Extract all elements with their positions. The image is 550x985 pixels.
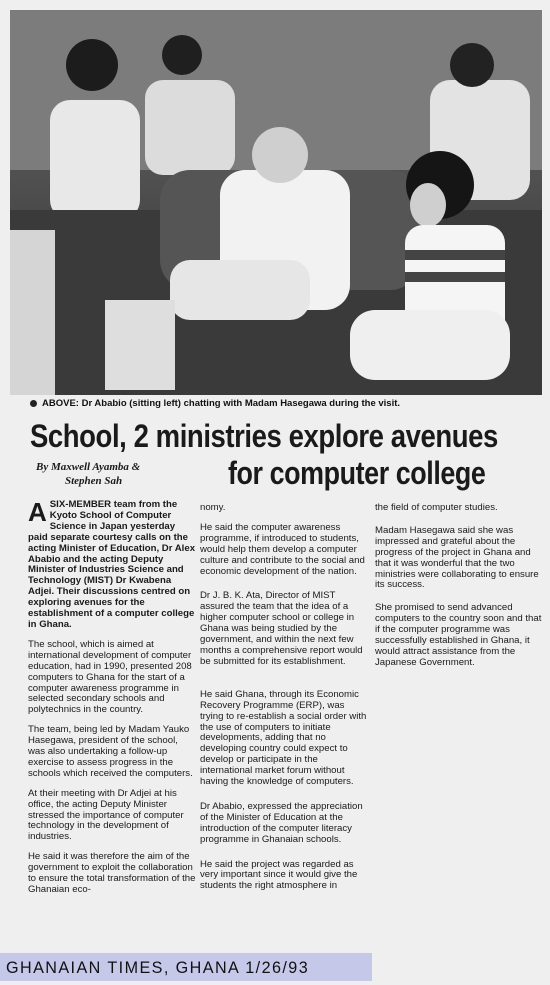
paragraph: At their meeting with Dr Adjei at his office, the acting Deputy Minister stressed the importance of computer technology in the development of industries. (28, 787, 184, 843)
news-photo (10, 10, 542, 395)
paragraph: He said it was therefore the aim of the government to exploit the collaboration to ensure the total transformation of the Ghanaian eco- (28, 851, 196, 895)
article-column-2 (200, 503, 368, 901)
publication-name: GHANAIAN TIMES, GHANA 1/26/93 (6, 958, 310, 977)
paragraph: The school, which is aimed at international development of computer education, had in 1990, presented 208 computers to Ghana for the start of a computer awareness programme in selected secondary schools and polytechnics in the country. (28, 638, 192, 716)
paragraph: Dr Ababio, expressed the appreciation of the Minister of Education at the introduction of the computer literacy programme in Ghanaian schools. (200, 800, 363, 845)
paragraph: The team, being led by Madam Yauko Hasegawa, president of the school, was also undertaking a follow-up exercise to assess progress in the schools which received the computers. (28, 724, 193, 779)
paragraph: Madam Hasegawa said she was impressed and grateful about the progress of the project in Ghana and that it was wonderful that the two ministries were collaborating to ensure its success. (375, 524, 539, 591)
article-column-3 (375, 503, 543, 678)
paragraph: He said Ghana, through its Economic Recovery Programme (ERP), was trying to re-establish a social order with the use of computers to initiate developments, adding that no developing country could expect to develop or participate in the international market forum without having the knowledge of computers. (200, 688, 367, 788)
article-column-1 (28, 497, 196, 905)
caption-text: ABOVE: Dr Ababio (sitting left) chatting with Madam Hasegawa during the visit. (42, 398, 401, 409)
photo-illustration (10, 10, 542, 395)
byline (36, 460, 206, 488)
byline-line-1: By Maxwell Ayamba & (36, 461, 141, 473)
drop-cap: A (28, 497, 47, 527)
photo-caption (30, 398, 530, 409)
lead-paragraph (28, 497, 196, 631)
paragraph: nomy. (200, 502, 226, 513)
paragraph: He said the computer awareness programme, if introduced to students, would help them develop a computer culture and contribute to the social and economic development of the nation. (200, 521, 365, 577)
paragraph: the field of computer studies. (375, 502, 498, 513)
paragraph: He said the project was regarded as very important since it would give the students the right atmosphere in (200, 858, 358, 892)
byline-line-2: Stephen Sah (65, 475, 123, 487)
lead-text: SIX-MEMBER team from the Kyoto School of Computer Science in Japan yesterday paid separate courtesy calls on the acting Minister of Education, Dr Alex Ababio and the acting Deputy Minister of Industries Science and Technology (MIST) Dr Kwabena Adjei. Their discussions centred on exploring avenues for the establishment of a computer college in Ghana. (28, 499, 196, 630)
publication-footer (0, 953, 372, 981)
paragraph: She promised to send advanced computers to the country soon and that if the computer programme was successfully established in Ghana, it would attract assistance from the Japanese Government. (375, 602, 542, 668)
bullet-icon (30, 400, 37, 407)
paragraph: Dr J. B. K. Ata, Director of MIST assured the team that the idea of a higher computer school or college in Ghana was being studied by the government, and within the next few months a comprehensive report would be submitted for its establishment. (200, 590, 363, 667)
headline-line-1: School, 2 ministries explore avenues (30, 418, 498, 454)
headline-line-2: for computer college (228, 455, 486, 491)
